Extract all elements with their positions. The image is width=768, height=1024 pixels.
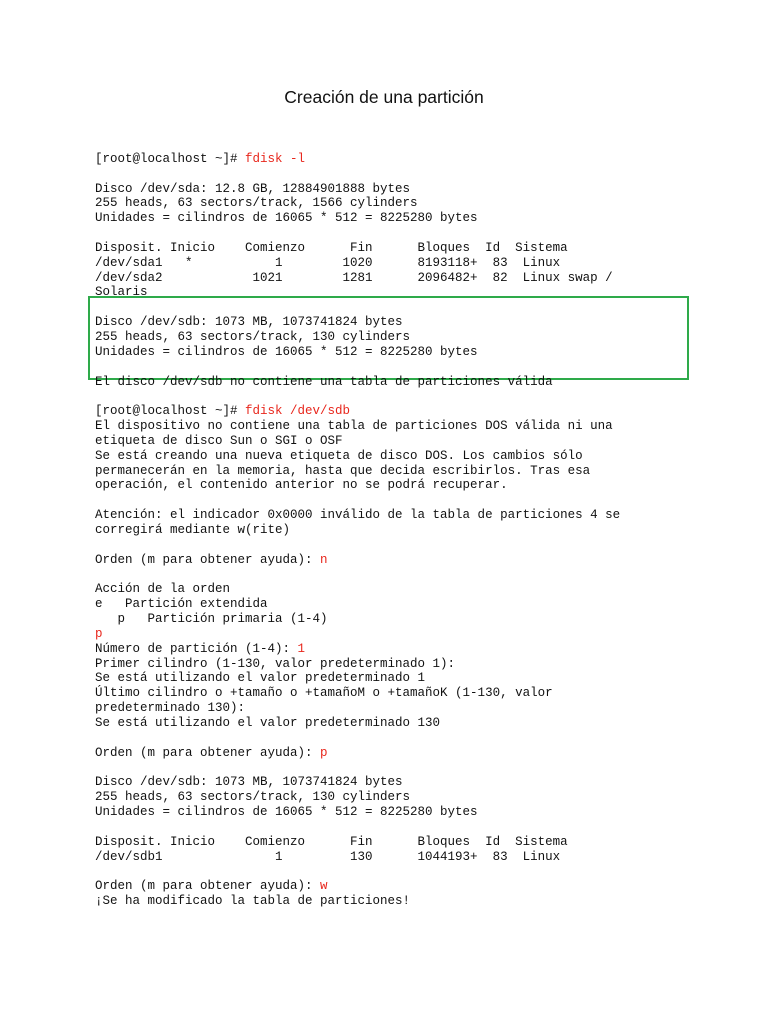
terminal-line (95, 567, 620, 582)
prompt-text: [root@localhost ~]# (95, 151, 246, 166)
terminal-line (95, 152, 620, 167)
terminal-line (95, 760, 620, 775)
command-text: w (320, 879, 328, 894)
command-text: fdisk -l (245, 151, 306, 166)
terminal-line: Acción de la orden (95, 582, 231, 597)
terminal-line: Disposit. Inicio Comienzo Fin Bloques Id Sistema (95, 240, 568, 255)
terminal-line (95, 627, 620, 642)
terminal-line (95, 538, 620, 553)
terminal-line: Disco /dev/sda: 12.8 GB, 12884901888 bytes (95, 181, 411, 196)
terminal-line (95, 553, 620, 568)
command-text: p (320, 745, 328, 760)
terminal-line: Solaris (95, 285, 148, 300)
terminal-line: Unidades = cilindros de 16065 * 512 = 8225280 bytes (95, 804, 478, 819)
terminal-line (95, 167, 620, 182)
terminal-line: El disco /dev/sdb no contiene una tabla de particiones válida (95, 374, 553, 389)
terminal-line (95, 404, 620, 419)
terminal-line (95, 731, 620, 746)
terminal-line: /dev/sda1 * 1 1020 8193118+ 83 Linux (95, 255, 561, 270)
terminal-line: Disposit. Inicio Comienzo Fin Bloques Id Sistema (95, 834, 568, 849)
terminal-line (95, 300, 620, 315)
terminal-line: Primer cilindro (1-130, valor predeterminado 1): (95, 656, 456, 671)
terminal-line (95, 864, 620, 879)
terminal-line: 255 heads, 63 sectors/track, 1566 cylinders (95, 196, 418, 211)
terminal-line (95, 820, 620, 835)
terminal-line: /dev/sda2 1021 1281 2096482+ 82 Linux swap / (95, 270, 613, 285)
terminal-line: Disco /dev/sdb: 1073 MB, 1073741824 bytes (95, 315, 403, 330)
terminal-line: El dispositivo no contiene una tabla de particiones DOS válida ni una (95, 419, 613, 434)
terminal-line: operación, el contenido anterior no se podrá recuperar. (95, 478, 508, 493)
terminal-line: 255 heads, 63 sectors/track, 130 cylinders (95, 329, 411, 344)
terminal-output (95, 137, 620, 909)
prompt-text: [root@localhost ~]# (95, 404, 246, 419)
terminal-line: e Partición extendida (95, 597, 268, 612)
terminal-line: Se está utilizando el valor predeterminado 1 (95, 671, 426, 686)
prompt-text: Orden (m para obtener ayuda): (95, 879, 321, 894)
terminal-line: etiqueta de disco Sun o SGI o OSF (95, 433, 343, 448)
terminal-line: 255 heads, 63 sectors/track, 130 cylinders (95, 790, 411, 805)
command-text: 1 (297, 641, 306, 656)
terminal-line: p Partición primaria (1-4) (95, 612, 328, 626)
terminal-line: /dev/sdb1 1 130 1044193+ 83 Linux (95, 849, 561, 864)
terminal-line: Unidades = cilindros de 16065 * 512 = 8225280 bytes (95, 211, 478, 226)
terminal-line (95, 360, 620, 375)
prompt-text: Orden (m para obtener ayuda): (95, 745, 321, 760)
page-title: Creación de una partición (284, 87, 484, 107)
command-text: p (95, 626, 103, 641)
terminal-line (95, 389, 620, 404)
terminal-line: Último cilindro o +tamaño o +tamañoM o +tamañoK (1-130, valor (95, 686, 553, 701)
terminal-line: Se está utilizando el valor predeterminado 130 (95, 715, 441, 730)
terminal-line (95, 493, 620, 508)
terminal-line: Disco /dev/sdb: 1073 MB, 1073741824 bytes (95, 775, 403, 790)
terminal-line: Unidades = cilindros de 16065 * 512 = 8225280 bytes (95, 344, 478, 359)
terminal-line (95, 137, 620, 152)
terminal-line: ¡Se ha modificado la tabla de particiones! (95, 894, 411, 909)
terminal-line (95, 746, 620, 761)
terminal-line: Se está creando una nueva etiqueta de disco DOS. Los cambios sólo (95, 448, 583, 463)
prompt-text: Número de partición (1-4): (95, 641, 298, 656)
terminal-line: permanecerán en la memoria, hasta que decida escribirlos. Tras esa (95, 463, 591, 478)
terminal-line: Atención: el indicador 0x0000 inválido de la tabla de particiones 4 se (95, 508, 621, 523)
command-text: fdisk /dev/sdb (245, 404, 351, 419)
prompt-text: Orden (m para obtener ayuda): (95, 552, 321, 567)
command-text: n (320, 552, 328, 567)
terminal-line (95, 879, 620, 894)
terminal-line (95, 642, 620, 657)
terminal-line (95, 226, 620, 241)
terminal-line: predeterminado 130): (95, 701, 246, 716)
terminal-line: corregirá mediante w(rite) (95, 522, 291, 537)
